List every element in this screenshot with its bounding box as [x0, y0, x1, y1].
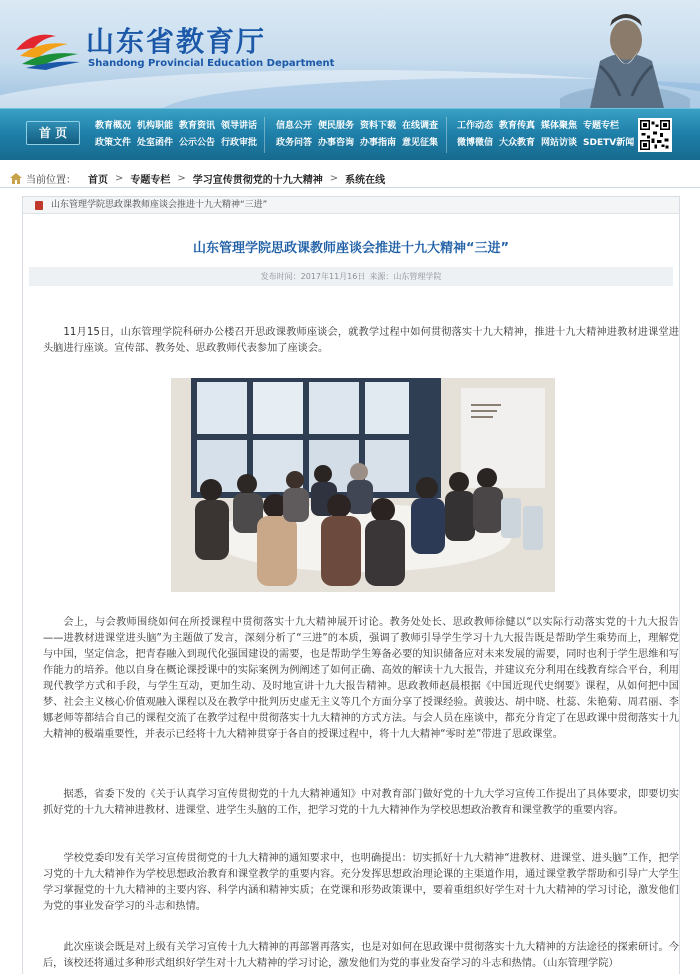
nav-link[interactable]: 大众教育: [499, 138, 536, 148]
nav-link[interactable]: 意见征集: [402, 138, 439, 148]
meeting-photo-icon: [171, 378, 555, 592]
source-label: 来源：: [369, 272, 394, 281]
breadcrumb-separator: >: [177, 173, 186, 184]
breadcrumb-link[interactable]: 学习宣传贯彻党的十九大精神: [192, 175, 323, 186]
document-icon: [35, 201, 43, 210]
nav-group-1: [95, 118, 257, 152]
main-nav: [0, 108, 700, 160]
qr-code-icon[interactable]: [638, 118, 672, 152]
breadcrumb: [0, 170, 700, 188]
breadcrumb-label: 当前位置：: [26, 175, 76, 186]
nav-divider: [264, 117, 265, 153]
article-title: 山东管理学院思政课教师座谈会推进十九大精神“三进”: [192, 241, 510, 256]
nav-link[interactable]: 领导讲话: [221, 121, 258, 131]
nav-link[interactable]: 处室函件: [137, 138, 174, 148]
breadcrumb-separator: >: [115, 173, 124, 184]
nav-link[interactable]: 教育传真: [499, 121, 536, 131]
confucius-statue-icon: [560, 6, 690, 108]
nav-divider: [446, 117, 447, 153]
nav-home-button[interactable]: 首 页: [26, 121, 80, 145]
nav-link[interactable]: 便民服务: [318, 121, 355, 131]
nav-link[interactable]: 微博微信: [457, 138, 494, 148]
article-tab-label: 山东管理学院思政课教师座谈会推进十九大精神“三进”: [51, 200, 268, 210]
nav-link[interactable]: 政务问答: [276, 138, 313, 148]
header-banner: [0, 0, 700, 108]
nav-link[interactable]: 教育概况: [95, 121, 132, 131]
article-paragraph: 会上，与会教师围绕如何在所授课程中贯彻落实十九大精神展开讨论。教务处处长、思政教师徐健以“以实际行动落实党的十九大报告——进教材进课堂进头脑”为主题做了发言，深刻分析了“三进”的本质，强调了教师引导学生学习十九大报告既是帮助学生乘势而上，理解党与中国，坚定信念，把青春融入到现代化强国建设的需要，也是帮助学生筹备必要的知识储备应对未来发展的需要，同时也利于学生思维和写作能力的培养。他以自身在概论课授课中的实际案例为例阐述了如何正确、高效的解读十九大报告，并建议充分利用在线教育综合平台，利用现代教学方式和手段，与学生互动，更加生动、及时地宣讲十九大报告精神。思政教师赵晨根据《中国近现代史纲要》课程，从如何把中国梦、社会主义核心价值观融入课程以及在教学中批判历史虚无主义等几个方面分享了授课经验。黄骏达、胡中晓、杜蕊、朱艳菊、周君丽、李娜老师等都结合自己的课程交流了在教学过程中贯彻落实十九大精神的方式方法。与会人员在座谈中，都充分肯定了在思政课中贯彻落实十九大精神的极端重要性，并表示已经将十九大精神贯穿于各自的授课过程中，将十九大精神“零时差”带进了思政课堂。: [43, 617, 679, 740]
site-subtitle: Shandong Provincial Education Department: [88, 58, 335, 69]
published-date: 2017年11月16日: [300, 272, 366, 281]
nav-link[interactable]: 公示公告: [179, 138, 216, 148]
nav-link[interactable]: 办事指南: [360, 138, 397, 148]
sd-edu-logo-icon[interactable]: [12, 22, 82, 72]
nav-link[interactable]: 行政审批: [221, 138, 258, 148]
article-paragraph: 学校党委印发有关学习宣传贯彻党的十九大精神的通知要求中，也明确提出：切实抓好十九大精神“进教材、进课堂、进头脑”工作，把学习党的十九大精神作为学校思想政治教育和课堂教学的重要内容。充分发挥思想政治理论课的主渠道作用，通过课堂教学帮助和引导广大学生学习掌握党的十九大精神的主要内容、科学内涵和精神实质；在党课和形势政策课中，要着重组织好学生对十九大精神的学习讨论，激发他们为党的事业发奋学习的斗志和热情。: [43, 853, 679, 912]
breadcrumb-link[interactable]: 系统在线: [345, 175, 386, 186]
article-paragraph: 此次座谈会既是对上级有关学习宣传十九大精神的再部署再落实，也是对如何在思政课中贯彻落实十九大精神的方法途径的探索研讨。今后，该校还将通过多种形式组织好学生对十九大精神的学习讨论，激发他们为党的事业发奋学习的斗志和热情。（山东管理学院）: [43, 942, 679, 969]
nav-link[interactable]: 专题专栏: [583, 121, 620, 131]
article-container: [22, 196, 680, 974]
article-meta: [29, 267, 673, 286]
nav-link[interactable]: 工作动态: [457, 121, 494, 131]
nav-link[interactable]: 政策文件: [95, 138, 132, 148]
nav-link[interactable]: 办事咨询: [318, 138, 355, 148]
nav-group-2: [276, 118, 438, 152]
nav-link[interactable]: 在线调查: [402, 121, 439, 131]
article-paragraph: 据悉，省委下发的《关于认真学习宣传贯彻党的十九大精神通知》中对教育部门做好党的十九大学习宣传工作提出了具体要求，即要切实抓好党的十九大精神进教材、进课堂、进学生头脑的工作，把学习党的十九大精神作为学校思想政治教育和课堂教学的重要内容。: [43, 789, 679, 816]
breadcrumb-separator: >: [329, 173, 339, 184]
published-label: 发布时间：: [260, 272, 301, 281]
article-tab-title: [23, 197, 679, 214]
nav-group-3: [457, 118, 634, 152]
nav-link[interactable]: 网站访谈: [541, 138, 578, 148]
nav-link[interactable]: SDETV新闻: [583, 138, 635, 148]
nav-link[interactable]: 教育资讯: [179, 121, 216, 131]
breadcrumb-link[interactable]: 首页: [88, 175, 108, 186]
nav-link[interactable]: 信息公开: [276, 121, 313, 131]
nav-link[interactable]: 资料下载: [360, 121, 397, 131]
home-icon: [10, 173, 22, 184]
nav-link[interactable]: 媒体聚焦: [541, 121, 578, 131]
article-paragraph: 11月15日，山东管理学院科研办公楼召开思政课教师座谈会，就教学过程中如何贯彻落实十九大精神，推进十九大精神进教材进课堂进头脑进行座谈。宣传部、教务处、思政教师代表参加了座谈会。: [43, 327, 679, 354]
source-value: 山东管理学院: [393, 272, 442, 281]
breadcrumb-link[interactable]: 专题专栏: [130, 175, 171, 186]
site-title[interactable]: 山东省教育厅: [86, 25, 267, 58]
nav-link[interactable]: 机构职能: [137, 121, 174, 131]
